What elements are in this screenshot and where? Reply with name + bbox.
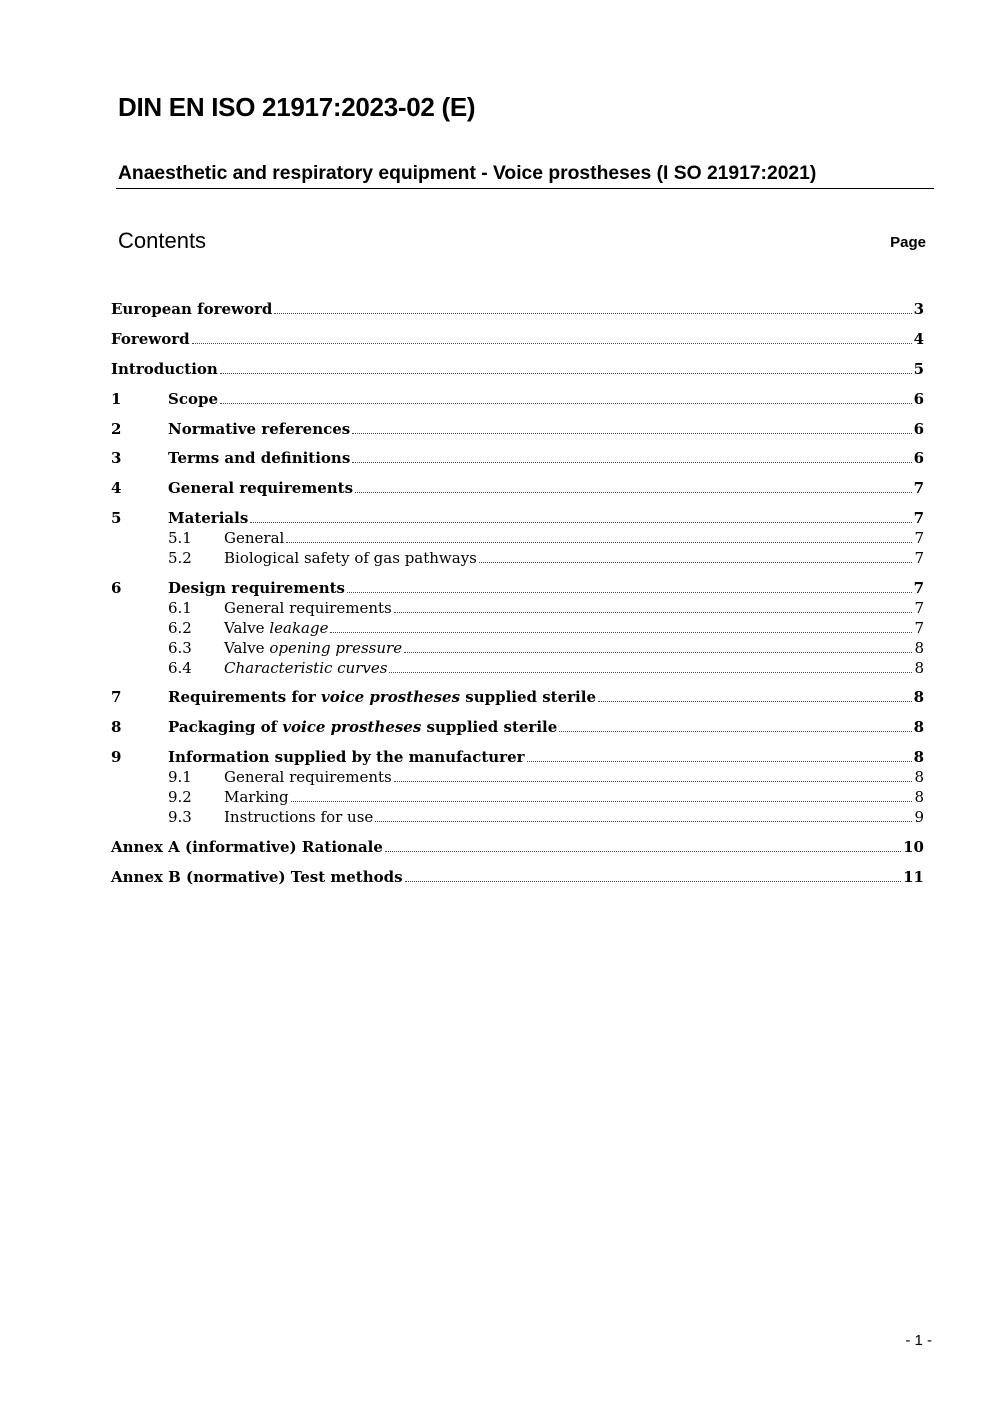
toc-entry-european-foreword[interactable] [111, 302, 924, 317]
document-subtitle: Anaesthetic and respiratory equipment - Voice prostheses (I SO 21917:2021) [118, 163, 817, 184]
toc-entry-number: 6.3 [168, 639, 192, 657]
toc-entry-introduction[interactable] [111, 362, 924, 377]
toc-entry-title: Terms and definitions [168, 449, 351, 467]
toc-entry-number: 5.1 [168, 529, 192, 547]
toc-entry-title: Packaging of voice prostheses supplied sterile [168, 718, 558, 736]
dot-leader [347, 591, 912, 593]
toc-entry-title: General requirements [168, 479, 354, 497]
toc-entry-title: Requirements for voice prostheses supplied sterile [168, 688, 596, 706]
toc-entry-number: 9.2 [168, 788, 192, 806]
toc-entry-6-2[interactable] [111, 621, 924, 636]
toc-entry-6-4[interactable] [111, 661, 924, 676]
toc-entry-page: 8 [914, 768, 924, 786]
toc-entry-4[interactable] [111, 481, 924, 496]
toc-entry-title: Introduction [111, 360, 218, 378]
toc-entry-page: 6 [913, 449, 924, 467]
toc-entry-title: General requirements [224, 768, 392, 786]
toc-entry-6-1[interactable] [111, 601, 924, 616]
toc-entry-title: Valve leakage [224, 619, 329, 637]
toc-entry-5-1[interactable] [111, 531, 924, 546]
toc-entry-title: Design requirements [168, 579, 345, 597]
toc-entry-page: 6 [913, 390, 924, 408]
toc-entry-number: 9.3 [168, 808, 192, 826]
dot-leader [598, 700, 912, 702]
toc-entry-title: Valve opening pressure [224, 639, 403, 657]
toc-entry-annex-b[interactable] [111, 870, 924, 885]
toc-entry-title: Foreword [111, 330, 190, 348]
toc-entry-page: 11 [903, 868, 924, 886]
toc-entry-number: 2 [111, 420, 122, 438]
toc-entry-annex-a[interactable] [111, 840, 924, 855]
toc-entry-page: 5 [913, 360, 924, 378]
toc-entry-number: 9.1 [168, 768, 192, 786]
toc-entry-page: 6 [913, 420, 924, 438]
toc-entry-page: 8 [914, 659, 924, 677]
toc-entry-title: Marking [224, 788, 289, 806]
toc-entry-title: Normative references [168, 420, 351, 438]
toc-entry-page: 7 [913, 479, 924, 497]
toc-entry-9[interactable] [111, 750, 924, 765]
toc-entry-9-3[interactable] [111, 810, 924, 825]
document-id: DIN EN ISO 21917:2023-02 (E) [118, 92, 476, 122]
toc-entry-number: 3 [111, 449, 122, 467]
dot-leader [389, 671, 912, 673]
toc-entry-number: 4 [111, 479, 122, 497]
toc-entry-6[interactable] [111, 581, 924, 596]
toc-entry-title: Annex B (normative) Test methods [111, 868, 403, 886]
dot-leader [527, 760, 912, 762]
toc-entry-page: 7 [914, 529, 924, 547]
toc-entry-page: 7 [914, 599, 924, 617]
toc-entry-5-2[interactable] [111, 551, 924, 566]
toc-entry-page: 8 [913, 718, 924, 736]
dot-leader [375, 820, 912, 822]
toc-entry-page: 7 [914, 619, 924, 637]
toc-entry-number: 8 [111, 718, 122, 736]
toc-entry-title: Materials [168, 509, 249, 527]
dot-leader [291, 800, 913, 802]
dot-leader [479, 561, 913, 563]
toc-entry-page: 4 [913, 330, 924, 348]
dot-leader [352, 461, 911, 463]
dot-leader [405, 880, 902, 882]
dot-leader [286, 541, 912, 543]
toc-entry-6-3[interactable] [111, 641, 924, 656]
toc-entry-title: General requirements [224, 599, 392, 617]
toc-entry-number: 1 [111, 390, 122, 408]
dot-leader [330, 631, 912, 633]
toc-entry-page: 10 [903, 838, 924, 856]
toc-entry-title: Information supplied by the manufacturer [168, 748, 525, 766]
dot-leader [394, 611, 913, 613]
toc-entry-9-1[interactable] [111, 770, 924, 785]
toc-entry-page: 8 [914, 788, 924, 806]
dot-leader [250, 521, 911, 523]
toc-entry-page: 8 [914, 639, 924, 657]
toc-entry-foreword[interactable] [111, 332, 924, 347]
toc-entry-page: 7 [914, 549, 924, 567]
toc-entry-number: 5.2 [168, 549, 192, 567]
toc-entry-title: Instructions for use [224, 808, 374, 826]
toc-entry-page: 7 [913, 579, 924, 597]
toc-entry-number: 6.4 [168, 659, 192, 677]
toc-entry-title: Annex A (informative) Rationale [111, 838, 383, 856]
toc-entry-title: Biological safety of gas pathways [224, 549, 477, 567]
toc-entry-5[interactable] [111, 511, 924, 526]
toc-entry-number: 6.2 [168, 619, 192, 637]
toc-entry-page: 8 [913, 688, 924, 706]
page-column-label: Page [890, 234, 926, 251]
page-number: - 1 - [905, 1332, 932, 1349]
toc-entry-page: 7 [913, 509, 924, 527]
toc-entry-3[interactable] [111, 451, 924, 466]
dot-leader [385, 850, 901, 852]
toc-entry-number: 7 [111, 688, 122, 706]
dot-leader [220, 402, 912, 404]
table-of-contents [111, 0, 924, 1403]
toc-entry-page: 3 [913, 300, 924, 318]
toc-entry-page: 8 [913, 748, 924, 766]
toc-entry-7[interactable] [111, 690, 924, 705]
dot-leader [352, 432, 911, 434]
toc-entry-title: General [224, 529, 285, 547]
toc-entry-title: Scope [168, 390, 219, 408]
toc-entry-9-2[interactable] [111, 790, 924, 805]
toc-entry-title: Characteristic curves [224, 659, 388, 677]
dot-leader [192, 342, 912, 344]
dot-leader [404, 651, 912, 653]
dot-leader [274, 312, 911, 314]
toc-entry-number: 9 [111, 748, 122, 766]
toc-entry-number: 5 [111, 509, 122, 527]
dot-leader [355, 491, 912, 493]
toc-entry-8[interactable] [111, 720, 924, 735]
toc-entry-2[interactable] [111, 422, 924, 437]
toc-entry-number: 6 [111, 579, 122, 597]
dot-leader [559, 730, 911, 732]
dot-leader [394, 780, 913, 782]
dot-leader [220, 372, 912, 374]
toc-entry-number: 6.1 [168, 599, 192, 617]
toc-entry-1[interactable] [111, 392, 924, 407]
toc-entry-title: European foreword [111, 300, 273, 318]
toc-entry-page: 9 [914, 808, 924, 826]
contents-heading: Contents [118, 228, 207, 253]
